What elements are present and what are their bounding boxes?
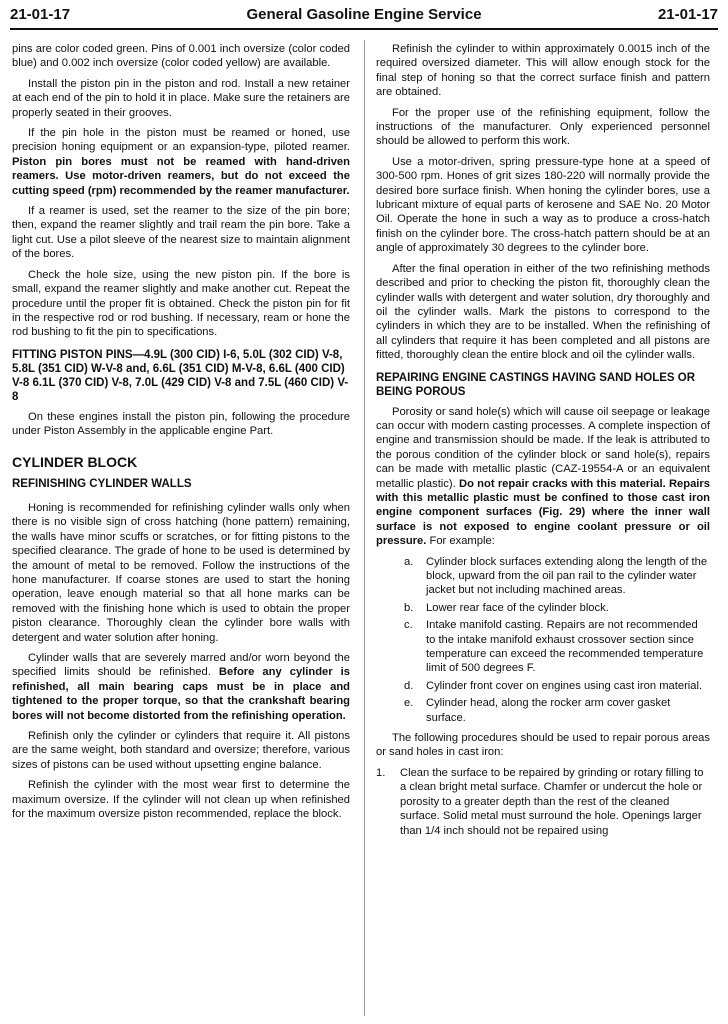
- page-title: General Gasoline Engine Service: [246, 6, 482, 23]
- paragraph: pins are color coded green. Pins of 0.001 inch oversize (color coded blue) and 0.002 inch oversize (color coded yellow) are available.: [12, 43, 350, 70]
- page-number-left: 21-01-17: [10, 6, 71, 23]
- list-marker: 1.: [376, 766, 386, 779]
- list-item: [404, 618, 710, 676]
- list-item: [404, 601, 710, 615]
- list-item-text: Cylinder front cover on engines using cast iron material.: [426, 679, 703, 692]
- subsection-heading-refinishing: REFINISHING CYLINDER WALLS: [12, 477, 192, 490]
- list-item: [404, 555, 710, 598]
- list-item: [376, 766, 710, 838]
- paragraph: On these engines install the piston pin, following the procedure under Piston Assembly in the applicable engine Part.: [12, 410, 350, 438]
- repair-areas-list: [376, 555, 710, 725]
- paragraph: Refinish the cylinder with the most wear first to determine the maximum oversize. If the cylinder will not clean up when refinished for the maximum oversize piston recommended, replace the block.: [12, 779, 350, 821]
- list-marker: c.: [404, 619, 413, 632]
- paragraph: [12, 651, 350, 723]
- header-rule: [10, 28, 718, 30]
- paragraph: Use a motor-driven, spring pressure-type hone at a speed of 300-500 rpm. Hones of grit sizes 180-220 will normally provide the desired bore surface finish. When honing the cylinder bores, use a lubricant mixture of equal parts of kerosene and SAE No. 20 Motor Oil. Operate the hone in such a way as to produce a cross-hatch finish on the cylinder bore. The cross-hatch pattern should be at an angle of approximately 30 degrees to the cylinder bore.: [376, 155, 710, 255]
- column-divider: [364, 40, 365, 1016]
- list-item-text: Cylinder head, along the rocker arm cover gasket surface.: [426, 697, 671, 724]
- paragraph: [376, 405, 710, 549]
- paragraph-text: For example:: [429, 535, 495, 548]
- list-item-text: Clean the surface to be repaired by grinding or rotary filling to a clean bright metal surface. Chamfer or undercut the hole or porosity to a greater depth than the rest of the cleaned surface. Solid metal must surround the hole. Openings larger than 1/4 inch should not be repaired using: [400, 766, 704, 837]
- list-item: [404, 696, 710, 725]
- section-heading-cylinder-block: CYLINDER BLOCK: [12, 453, 138, 470]
- paragraph: Check the hole size, using the new piston pin. If the bore is small, expand the reamer slightly and make another cut. Repeat the procedure until the proper fit is obtained. Check the piston pin for fit in the respective rod or rod bushing. If necessary, ream or hone the rod bushing to fit the pin to specifications.: [12, 268, 350, 339]
- list-marker: a.: [404, 555, 414, 568]
- right-column: [376, 42, 710, 838]
- paragraph: Refinish only the cylinder or cylinders that require it. All pistons are the same weight, both standard and oversize; therefore, various sizes of pistons can be used without upsetting engine balance.: [12, 730, 350, 771]
- left-column: [12, 42, 350, 827]
- section-heading-fitting-piston-pins: FITTING PISTON PINS—4.9L (300 CID) I-6, 5.0L (302 CID) V-8, 5.8L (351 CID) W-V-8 and, 6.6L (351 CID) M-V-8, 6.6L (400 CID) V-8 6.1L (370 CID) V-8, 7.0L (429 CID) V-8 and 7.5L (460 CID) V-8: [12, 348, 349, 403]
- list-marker: e.: [404, 697, 414, 710]
- section-heading-repairing-castings: REPAIRING ENGINE CASTINGS HAVING SAND HOLES OR BEING POROUS: [376, 371, 696, 398]
- paragraph-text: If the pin hole in the piston must be reamed or honed, use precision honing equipment or an expansion-type, piloted reamer.: [12, 127, 350, 154]
- paragraph: For the proper use of the refinishing equipment, follow the instructions of the manufacturer. Only experienced personnel should be allowed to perform this work.: [376, 106, 710, 148]
- list-item: [404, 679, 710, 693]
- bold-warning: Piston pin bores must not be reamed with hand-driven reamers. Use motor-driven reamers, but do not exceed the cutting speed (rpm) recommended by the reamer manufacturer.: [12, 155, 350, 197]
- paragraph: Install the piston pin in the piston and rod. Install a new retainer at each end of the pin to hold it in place. Make sure the retainers are properly seated in their grooves.: [12, 77, 350, 119]
- paragraph: Honing is recommended for refinishing cylinder walls only when there is no visible sign of cross hatching (hone pattern) remaining, the walls have minor scuffs or scratches, or for fitting pistons to the specified clearance. The grade of hone to be used is determined by the amount of metal to be removed. Follow the instructions of the hone manufacturer. If coarse stones are used to start the honing operation, leave enough material so that all hone marks can be removed with the finishing hone which is used to obtain the proper piston clearance. Thoroughly clean the cylinder bore walls with detergent and water solution after honing.: [12, 501, 350, 644]
- bold-warning: Before any cylinder is refinished, all main bearing caps must be in place and tightened to the proper torque, so that the crankshaft bearing bores will not become distorted from the refinishing operation.: [12, 666, 351, 722]
- paragraph: The following procedures should be used to repair porous areas or sand holes in cast iron:: [376, 732, 710, 759]
- page-number-right: 21-01-17: [657, 6, 718, 23]
- list-marker: b.: [404, 601, 414, 614]
- paragraph: [12, 126, 350, 198]
- paragraph: After the final operation in either of the two refinishing methods described and prior to checking the piston fit, thoroughly clean the cylinder walls with detergent and water solution, dry thoroughly and oil the cylinder walls. Mark the pistons to correspond to the cylinders in which they are to be installed. When the refinishing of all cylinders that require it has been completed and all pistons are fitted, thoroughly clean the entire block and oil the cylinder walls.: [376, 262, 710, 362]
- paragraph-text: Porosity or sand hole(s) which will cause oil seepage or leakage can occur with modern casting processes. A complete inspection of engine and transmission should be made. If the leak is attributed to the porous condition of the cylinder block or sand hole(s), repairs can be made with metallic plastic (CAZ-19554-A or an equivalent metallic plastic).: [376, 405, 710, 490]
- paragraph: If a reamer is used, set the reamer to the size of the pin bore; then, expand the reamer slightly and trail ream the pin bore. Take a light cut. Use a pilot sleeve of the nearest size to maintain alignment of the bores.: [12, 205, 350, 261]
- paragraph: Refinish the cylinder to within approximately 0.0015 inch of the required oversized diameter. This will allow enough stock for the final step of honing so that the correct surface finish and pattern are obtained.: [376, 43, 710, 99]
- paragraph-text: Cylinder walls that are severely marred and/or worn beyond the specified limits should be refinished.: [12, 652, 350, 679]
- repair-steps-list: [376, 766, 710, 838]
- list-item-text: Cylinder block surfaces extending along the length of the block, upward from the oil pan rail to the cylinder water jacket but not including machined areas.: [426, 555, 708, 597]
- page-header: [10, 4, 718, 28]
- list-item-text: Lower rear face of the cylinder block.: [426, 601, 609, 614]
- list-marker: d.: [404, 679, 414, 692]
- list-item-text: Intake manifold casting. Repairs are not recommended to the intake manifold exhaust crossover section since temperature can exceed the recommended temperature limit of 500 degrees F.: [426, 619, 704, 675]
- bold-warning: Do not repair cracks with this material. Repairs with this metallic plastic must be confined to those cast iron engine component surfaces (Fig. 29) where the inner wall surface is not exposed to engine coolant pressure or oil pressure.: [376, 477, 710, 548]
